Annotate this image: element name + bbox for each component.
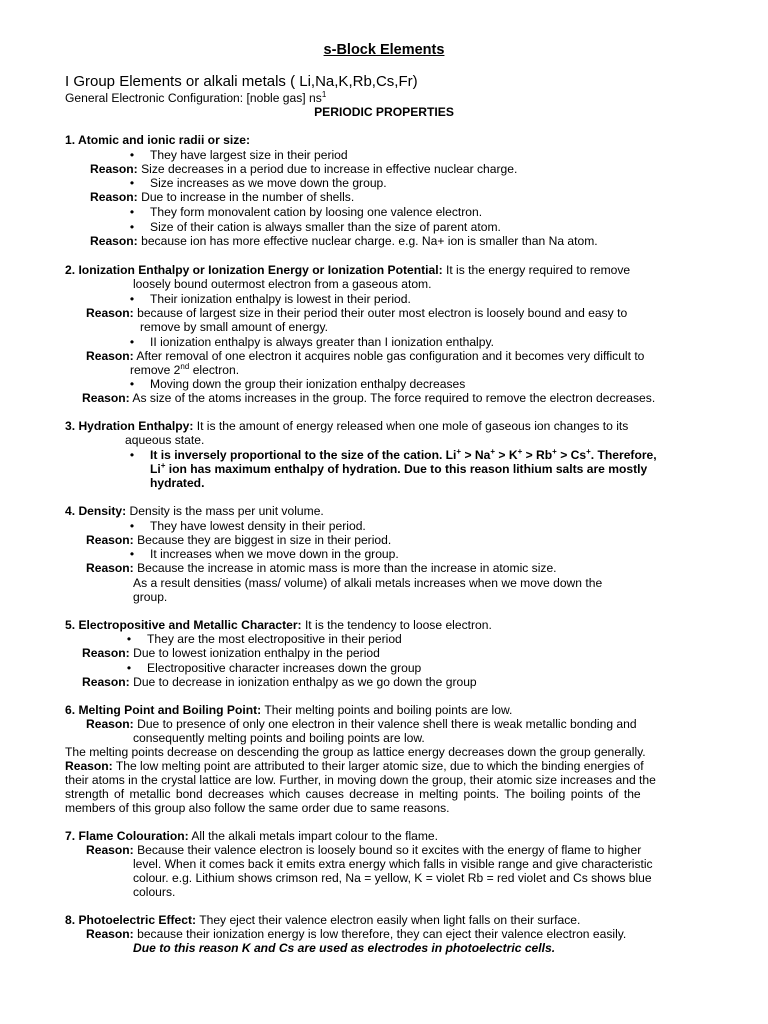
reason-continuation: remove 2nd electron. [130, 361, 240, 377]
bullet-icon: • [126, 632, 132, 646]
bullet-text: Moving down the group their ionization enthalpy decreases [150, 377, 466, 391]
reason-line: Reason: Due to lowest ionization enthalpy in the period [82, 646, 380, 660]
bullet-icon: • [129, 292, 135, 306]
section-heading-line: 4. Density: Density is the mass per unit volume. [65, 504, 324, 518]
section-heading-line: 7. Flame Colouration: All the alkali metals impart colour to the flame. [65, 829, 439, 843]
reason-line: Reason: because their ionization energy is low therefore, they can eject their valence electron easily. [86, 927, 627, 941]
bullet-text: They have lowest density in their period. [150, 519, 366, 533]
reason-line: Reason: Because their valence electron is loosely bound so it excites with the energy of flame to higher [86, 843, 642, 857]
definition-line: loosely bound outermost electron from a gaseous atom. [133, 277, 432, 291]
bullet-text: II ionization enthalpy is always greater than I ionization enthalpy. [150, 335, 494, 349]
bullet-icon: • [129, 448, 135, 462]
bullet-text: It increases when we move down in the group. [150, 547, 399, 561]
section-heading-line: 3. Hydration Enthalpy: It is the amount of energy released when one mole of gaseous ion changes to its [65, 419, 629, 433]
bullet-icon: • [129, 519, 135, 533]
bullet-icon: • [129, 220, 135, 234]
reason-continuation: consequently melting points and boiling points are low. [133, 731, 425, 745]
reason-line: Reason: because of largest size in their period their outer most electron is loosely bound and easy to [86, 306, 628, 320]
definition-line: aqueous state. [125, 433, 205, 447]
periodic-properties-heading: PERIODIC PROPERTIES [314, 105, 454, 119]
bullet-text: They form monovalent cation by loosing one valence electron. [150, 205, 483, 219]
reason-continuation: colour. e.g. Lithium shows crimson red, Na = yellow, K = violet Rb = red violet and Cs shows blue [133, 871, 652, 885]
section-heading-line: 6. Melting Point and Boiling Point: Their melting points and boiling points are low. [65, 703, 513, 717]
reason-continuation: level. When it comes back it emits extra energy which falls in visible range and give characteristic [133, 857, 653, 871]
paragraph-line: Reason: The low melting point are attributed to their larger atomic size, due to which the binding energies of [65, 759, 644, 773]
document-title: s-Block Elements [323, 42, 445, 58]
photoelectric-note: Due to this reason K and Cs are used as electrodes in photoelectric cells. [133, 941, 556, 955]
bullet-icon: • [129, 148, 135, 162]
note-line: group. [133, 590, 168, 604]
bullet-icon: • [126, 661, 132, 675]
section-heading-line: 8. Photoelectric Effect: They eject their valence electron easily when light falls on their surface. [65, 913, 581, 927]
bullet-text: Size increases as we move down the group. [150, 176, 387, 190]
bullet-text: It is inversely proportional to the size of the cation. Li+ > Na+ > K+ > Rb+ > Cs+. Therefore, [150, 446, 657, 462]
reason-line: Reason: Due to presence of only one electron in their valence shell there is weak metallic bonding and [86, 717, 637, 731]
section-heading: 1. Atomic and ionic radii or size: [65, 133, 251, 147]
bullet-continuation: Li+ ion has maximum enthalpy of hydration. Due to this reason lithium salts are mostly [150, 460, 648, 476]
section-heading-line: 2. Ionization Enthalpy or Ionization Energy or Ionization Potential: It is the energy required to remove [65, 263, 631, 277]
bullet-text: They have largest size in their period [150, 148, 348, 162]
bullet-icon: • [129, 205, 135, 219]
reason-line: Reason: As size of the atoms increases in the group. The force required to remove the electron decreases. [82, 391, 656, 405]
bullet-icon: • [129, 335, 135, 349]
paragraph-line: members of this group also follow the same order due to same reasons. [65, 801, 450, 815]
reason-line: Reason: Size decreases in a period due to increase in effective nuclear charge. [90, 162, 518, 176]
paragraph-line: strength of metallic bond decreases which causes decrease in melting points. The boiling points of the [65, 787, 641, 801]
bullet-icon: • [129, 547, 135, 561]
reason-continuation: colours. [133, 885, 176, 899]
paragraph-line: The melting points decrease on descending the group as lattice energy decreases down the group generally. [65, 745, 646, 759]
reason-line: Reason: Due to decrease in ionization enthalpy as we go down the group [82, 675, 477, 689]
bullet-icon: • [129, 176, 135, 190]
reason-continuation: remove by small amount of energy. [140, 320, 328, 334]
reason-line: Reason: because ion has more effective nuclear charge. e.g. Na+ ion is smaller than Na atom. [90, 234, 598, 248]
bullet-text: Size of their cation is always smaller than the size of parent atom. [150, 220, 501, 234]
reason-line: Reason: Because the increase in atomic mass is more than the increase in atomic size. [86, 561, 557, 575]
reason-line: Reason: Due to increase in the number of shells. [90, 190, 355, 204]
bullet-text: Electropositive character increases down the group [147, 661, 422, 675]
electronic-configuration: General Electronic Configuration: [noble gas] $ns^1$ [65, 89, 327, 105]
bullet-continuation: hydrated. [150, 476, 205, 490]
paragraph-line: their atoms in the crystal lattice are low. Further, in moving down the group, their atomic size increases and the [65, 773, 656, 787]
group-heading: I Group Elements or alkali metals ( Li,Na,K,Rb,Cs,Fr) [65, 73, 418, 90]
bullet-icon: • [129, 377, 135, 391]
reason-line: Reason: After removal of one electron it acquires noble gas configuration and it becomes very difficult to [86, 349, 645, 363]
section-heading-line: 5. Electropositive and Metallic Character: It is the tendency to loose electron. [65, 618, 492, 632]
bullet-text: They are the most electropositive in their period [147, 632, 402, 646]
note-line: As a result densities (mass/ volume) of alkali metals increases when we move down the [133, 576, 603, 590]
bullet-text: Their ionization enthalpy is lowest in their period. [150, 292, 411, 306]
reason-line: Reason: Because they are biggest in size in their period. [86, 533, 392, 547]
